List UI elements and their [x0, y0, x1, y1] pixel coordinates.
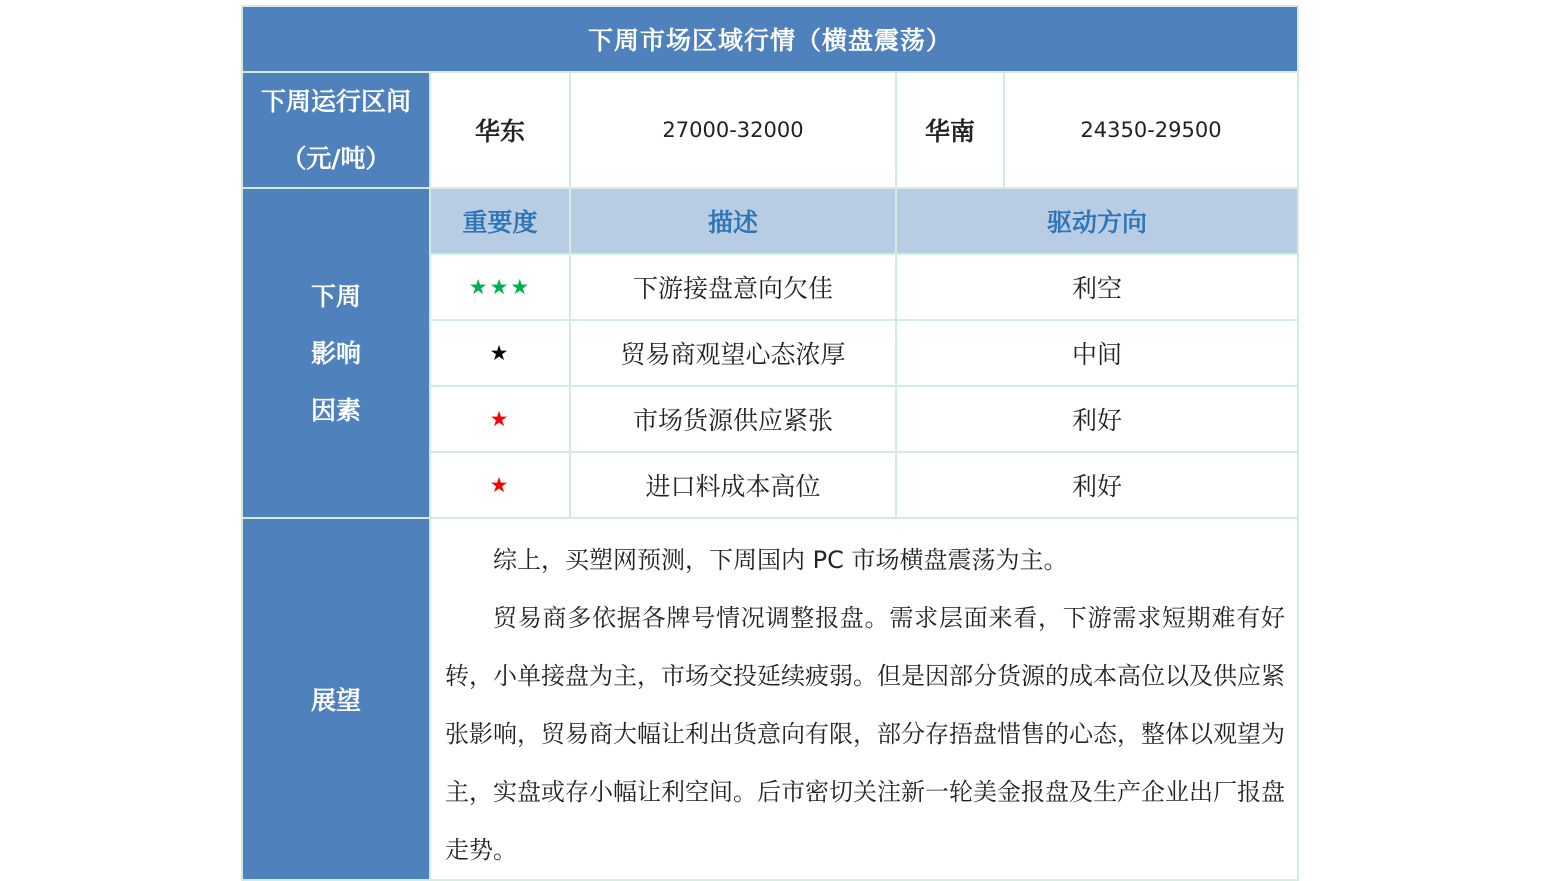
- region-east-name: 华东: [430, 72, 570, 188]
- factors-label-line2: 影响: [310, 338, 361, 368]
- price-range-label-line2: （元/吨）: [281, 144, 391, 173]
- factors-label-line3: 因素: [310, 395, 361, 425]
- importance-stars: ★: [430, 452, 570, 518]
- factor-header-row: [242, 188, 1298, 254]
- outlook-content: [430, 518, 1298, 880]
- factor-direction: 利好: [896, 452, 1298, 518]
- outlook-row: [242, 518, 1298, 880]
- price-range-row: [242, 72, 1298, 188]
- price-range-label-line1: 下周运行区间: [260, 87, 411, 116]
- title-row: [242, 6, 1298, 72]
- outlook-label: 展望: [242, 518, 430, 880]
- region-south-range: 24350-29500: [1004, 72, 1298, 188]
- factor-description: 进口料成本高位: [570, 452, 896, 518]
- table-title: 下周市场区域行情（横盘震荡）: [242, 6, 1298, 72]
- importance-header: 重要度: [430, 188, 570, 254]
- factor-direction: 利好: [896, 386, 1298, 452]
- importance-stars: ★★★: [430, 254, 570, 320]
- description-header: 描述: [570, 188, 896, 254]
- importance-stars: ★: [430, 320, 570, 386]
- factor-direction: 利空: [896, 254, 1298, 320]
- factor-direction: 中间: [896, 320, 1298, 386]
- price-range-label: [242, 72, 430, 188]
- factor-description: 市场货源供应紧张: [570, 386, 896, 452]
- factors-label: [242, 188, 430, 518]
- importance-stars: ★: [430, 386, 570, 452]
- factors-label-line1: 下周: [310, 281, 361, 311]
- factor-description: 贸易商观望心态浓厚: [570, 320, 896, 386]
- outlook-summary-paragraph: 综上，买塑网预测，下周国内 PC 市场横盘震荡为主。: [493, 546, 1068, 574]
- market-forecast-table: [241, 5, 1299, 881]
- factor-description: 下游接盘意向欠佳: [570, 254, 896, 320]
- outlook-detail-paragraph: 贸易商多依据各牌号情况调整报盘。需求层面来看，下游需求短期难有好转，小单接盘为主，市场交投延续疲弱。但是因部分货源的成本高位以及供应紧张影响，贸易商大幅让利出货意向有限，部分存捂盘惜售的心态，整体以观望为主，实盘或存小幅让利空间。后市密切关注新一轮美金报盘及生产企业出厂报盘走势。: [445, 604, 1285, 864]
- direction-header: 驱动方向: [896, 188, 1298, 254]
- region-south-name: 华南: [896, 72, 1004, 188]
- region-east-range: 27000-32000: [570, 72, 896, 188]
